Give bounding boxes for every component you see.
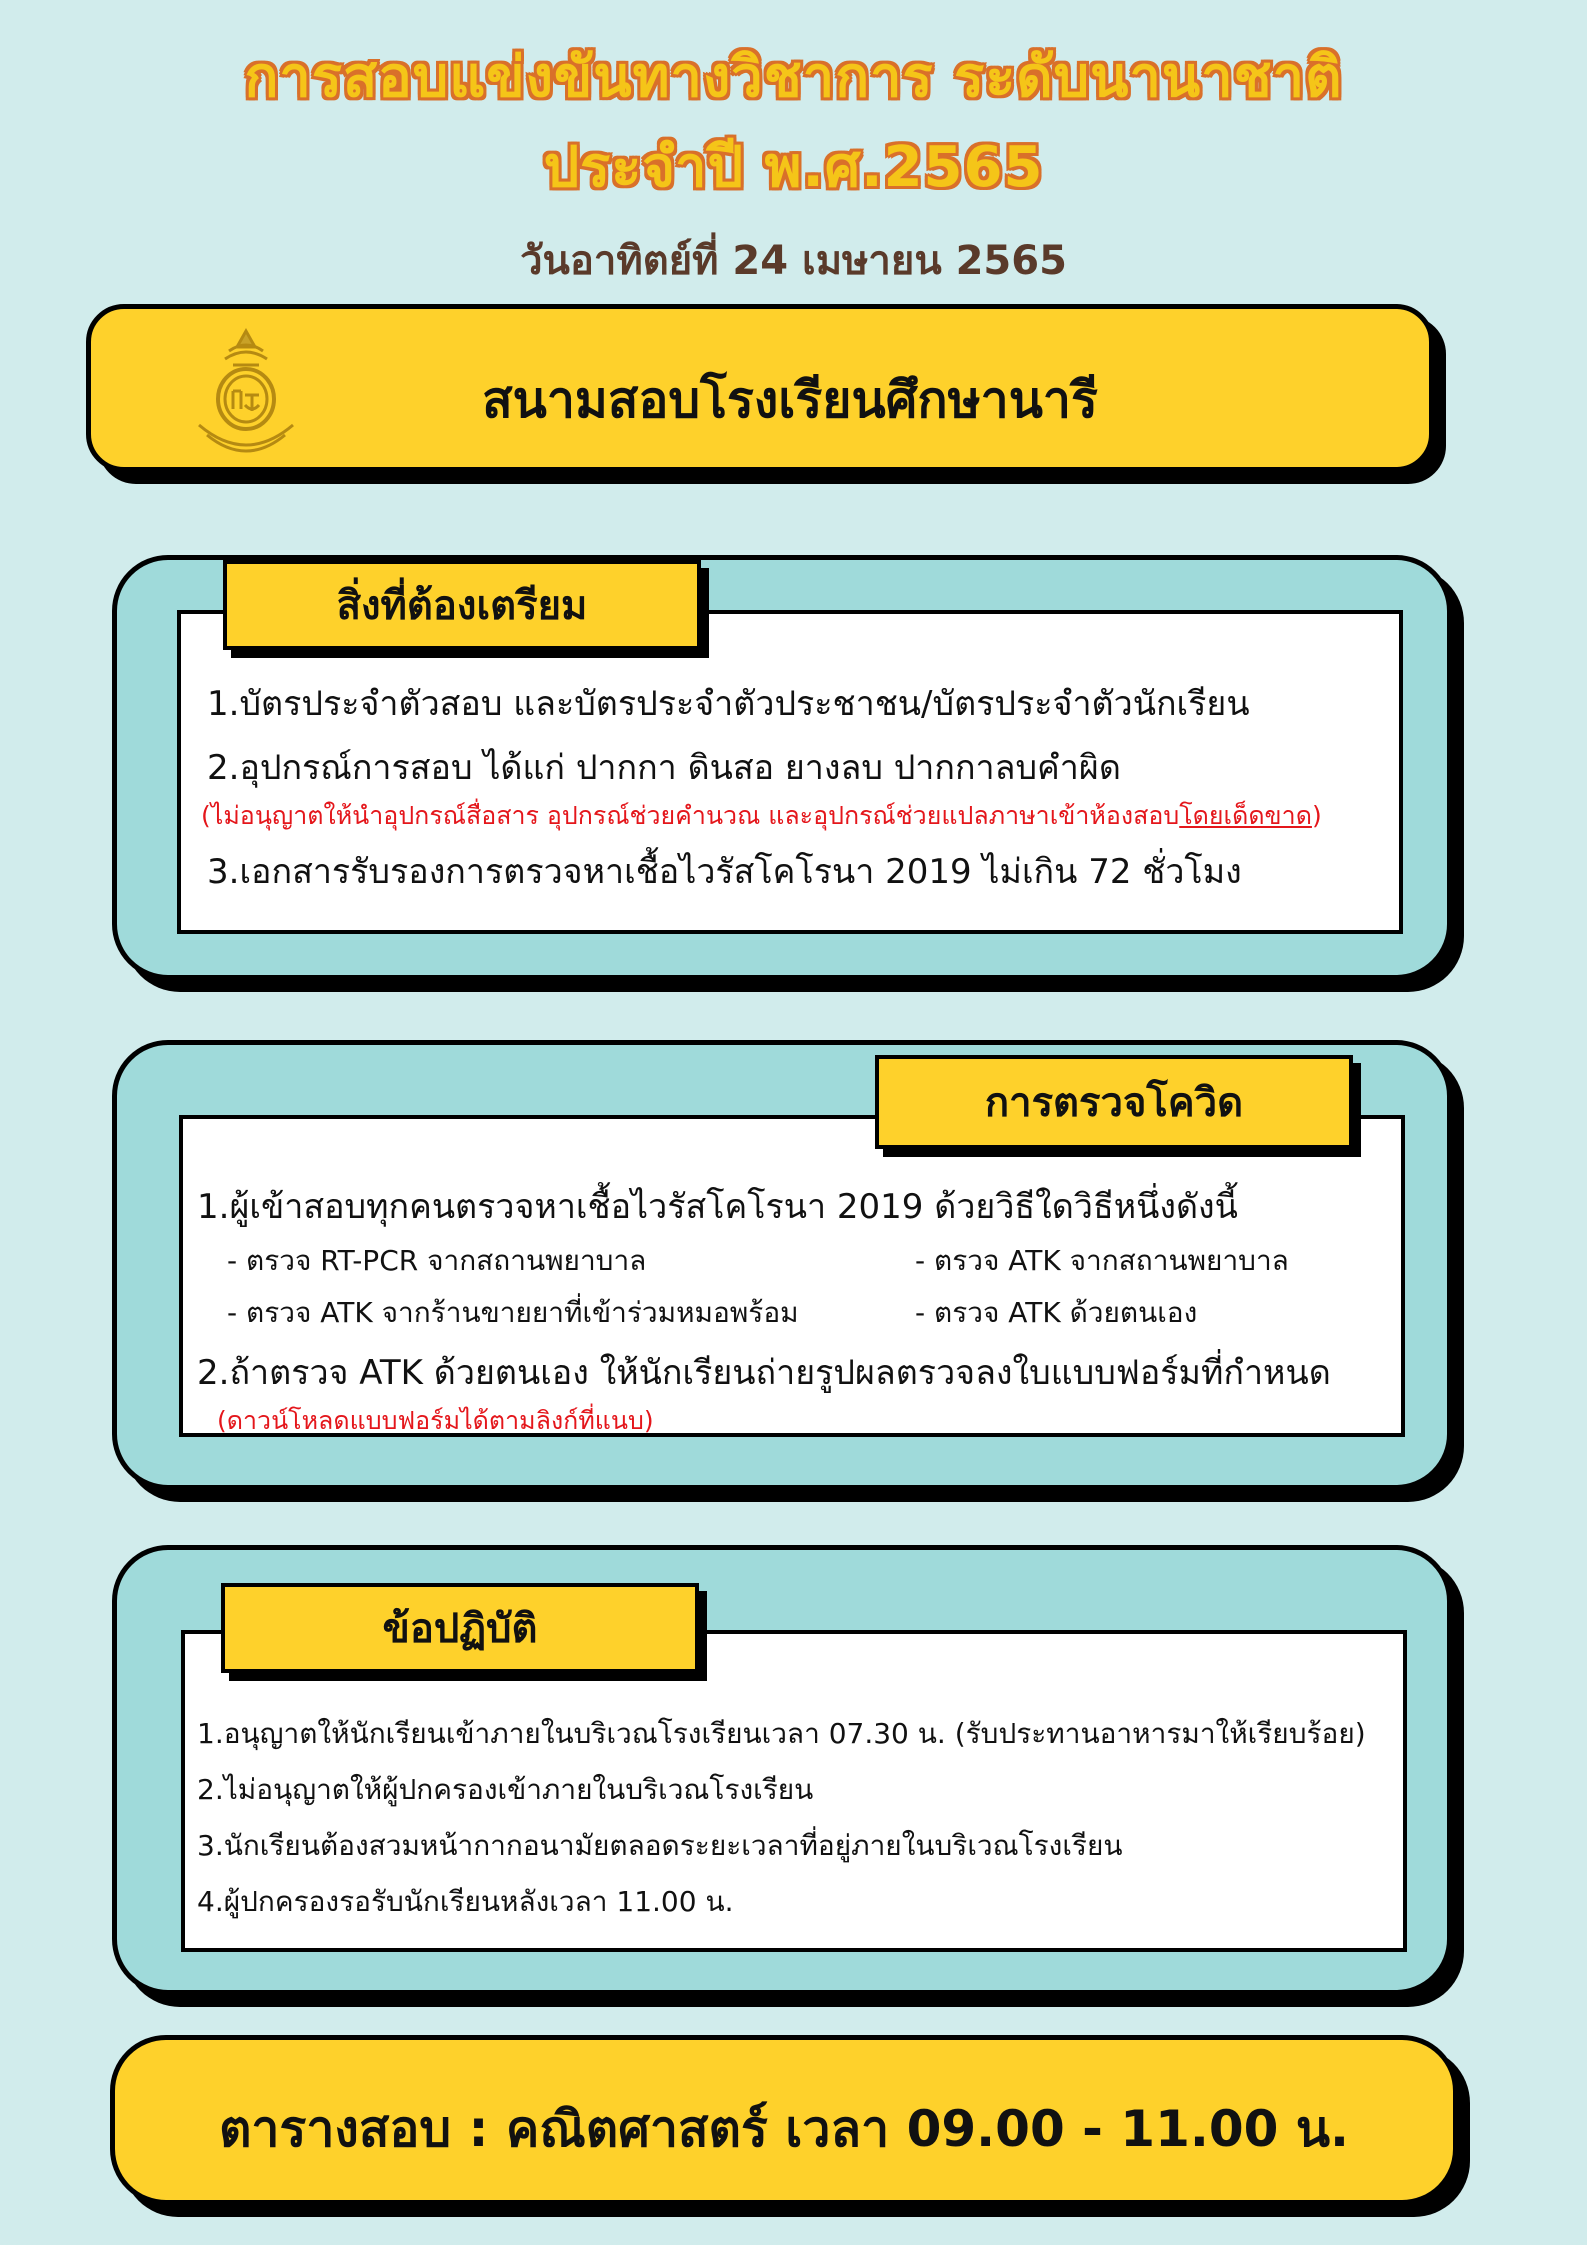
schedule-banner [110,2035,1458,2205]
exam-date: วันอาทิตย์ที่ 24 เมษายน 2565 [520,238,1067,284]
prepare-note-text: (ไม่อนุญาตให้นำอุปกรณ์สื่อสาร อุปกรณ์ช่วยคำนวณ และอุปกรณ์ช่วยแปลภาษาเข้าห้องสอบ [201,801,1180,830]
prepare-card [177,610,1403,934]
prepare-note [201,796,1322,836]
rules-item-4: 4.ผู้ปกครองรอรับนักเรียนหลังเวลา 11.00 น. [197,1885,734,1918]
title-line-2: ประจำปี พ.ศ.2565 [543,135,1044,200]
covid-heading: การตรวจโควิด [875,1055,1353,1149]
covid-card [179,1115,1405,1437]
covid-option-atk-pharmacy: - ตรวจ ATK จากร้านขายยาที่เข้าร่วมหมอพร้อม [227,1296,799,1329]
covid-option-atk-self: - ตรวจ ATK ด้วยตนเอง [915,1296,1198,1329]
venue-banner [86,304,1434,472]
prepare-panel [112,555,1452,980]
covid-download-note: (ดาวน์โหลดแบบฟอร์มได้ตามลิงก์ที่แนบ) [217,1406,654,1435]
covid-option-atk-hospital: - ตรวจ ATK จากสถานพยาบาล [915,1244,1289,1277]
prepare-note-emphasis: โดยเด็ดขาด [1179,801,1312,830]
rules-item-3: 3.นักเรียนต้องสวมหน้ากากอนามัยตลอดระยะเวลาที่อยู่ภายในบริเวณโรงเรียน [197,1829,1123,1862]
prepare-item-1: 1.บัตรประจำตัวสอบ และบัตรประจำตัวประชาชน/บัตรประจำตัวนักเรียน [207,684,1250,724]
prepare-heading: สิ่งที่ต้องเตรียม [223,560,701,650]
rules-heading: ข้อปฏิบัติ [221,1583,699,1673]
prepare-note-end: ) [1311,801,1322,830]
rules-item-2: 2.ไม่อนุญาตให้ผู้ปกครองเข้าภายในบริเวณโรงเรียน [197,1773,814,1806]
prepare-item-3: 3.เอกสารรับรองการตรวจหาเชื้อไวรัสโคโรนา 2019 ไม่เกิน 72 ชั่วโมง [207,852,1242,892]
title-line-1: การสอบแข่งขันทางวิชาการ ระดับนานาชาติ [244,45,1343,110]
covid-panel [112,1040,1452,1490]
covid-option-rt-pcr-hospital: - ตรวจ RT-PCR จากสถานพยาบาล [227,1244,647,1277]
rules-panel [112,1545,1452,1995]
prepare-item-2: 2.อุปกรณ์การสอบ ได้แก่ ปากกา ดินสอ ยางลบ ปากกาลบคำผิด [207,748,1121,788]
covid-item-2: 2.ถ้าตรวจ ATK ด้วยตนเอง ให้นักเรียนถ่ายรูปผลตรวจลงใบแบบฟอร์มที่กำหนด [197,1353,1331,1393]
covid-item-1: 1.ผู้เข้าสอบทุกคนตรวจหาเชื้อไวรัสโคโรนา 2019 ด้วยวิธีใดวิธีหนึ่งดังนี้ [197,1187,1238,1227]
schedule-text: ตารางสอบ : คณิตศาสตร์ เวลา 09.00 - 11.00 น. [218,2100,1350,2158]
venue-name: สนามสอบโรงเรียนศึกษานารี [482,371,1098,429]
rules-item-1: 1.อนุญาตให้นักเรียนเข้าภายในบริเวณโรงเรียนเวลา 07.30 น. (รับประทานอาหารมาให้เรียบร้อย) [197,1717,1366,1750]
rules-card [181,1630,1407,1952]
